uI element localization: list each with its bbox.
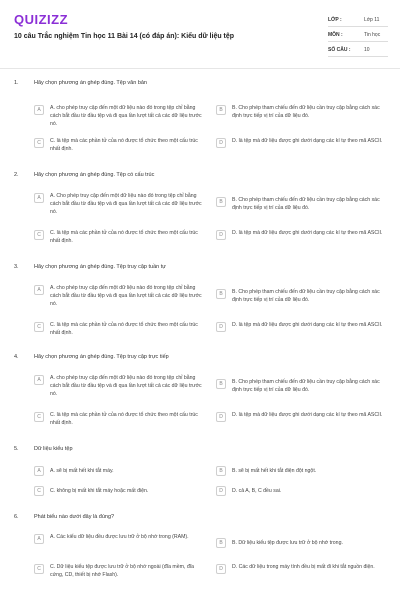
option-text: D. là tệp mà dữ liệu được ghi dưới dạng các kí tự theo mã ASCII. [232, 230, 383, 236]
meta-divider [328, 26, 388, 27]
document-title: 10 câu Trắc nghiệm Tin học 11 Bài 14 (có đáp án): Kiểu dữ liệu tệp [14, 33, 235, 40]
option-text: A. sẽ bị mất hết khi tắt máy. [50, 468, 114, 474]
question-number: 4. [14, 354, 19, 360]
meta-label: MÔN : [328, 32, 343, 38]
question-1 [0, 80, 400, 170]
option-letter-badge: D [216, 564, 226, 574]
option-letter-badge: A [34, 375, 44, 385]
option-letter-badge: D [216, 138, 226, 148]
question-number: 5. [14, 446, 19, 452]
question-text: Hãy chọn phương án ghép đúng. Tệp truy cập tuần tự [34, 264, 166, 270]
option-letter-badge: B [216, 197, 226, 207]
option-text: A. cho phép truy cập đến một dữ liệu nào đó trong tệp chỉ bằng cách bắt đầu từ đầu tệp và đi qua lần lượt tất cả các dữ liệu trước nó. [50, 375, 202, 397]
option-letter-badge: B [216, 105, 226, 115]
meta-divider [328, 41, 388, 42]
option-letter-badge: A [34, 193, 44, 203]
option-text: A. cho phép truy cập đến một dữ liệu nào đó trong tệp chỉ bằng cách bắt đầu từ đầu tệp và đi qua lần lượt tất cả các dữ liệu trước nó. [50, 285, 202, 307]
question-6 [0, 514, 400, 594]
question-number: 3. [14, 264, 19, 270]
option-letter-badge: D [216, 412, 226, 422]
option-letter-badge: A [34, 466, 44, 476]
option-text: B. Cho phép tham chiếu đến dữ liệu cần truy cập bằng cách xác định trực tiếp vị trí của dữ liệu đó. [232, 197, 380, 211]
option-letter-badge: A [34, 285, 44, 295]
option-text: D. cả A, B, C đều sai. [232, 488, 282, 494]
option-text: D. là tệp mà dữ liệu được ghi dưới dạng các kí tự theo mã ASCII. [232, 322, 383, 328]
option-text: C. là tệp mà các phần tử của nó được tổ chức theo một cấu trúc nhất định. [50, 322, 198, 336]
option-text: B. Cho phép tham chiếu đến dữ liệu cần truy cập bằng cách xác định trực tiếp vị trí của dữ liệu đó. [232, 289, 380, 303]
option-text: C. không bị mất khi tắt máy hoặc mất điện. [50, 488, 149, 494]
question-number: 1. [14, 80, 19, 86]
option-text: B. sẽ bị mất hết khi tắt điện đột ngột. [232, 468, 317, 474]
meta-value: Tin học [364, 32, 381, 38]
document-header [0, 0, 400, 68]
meta-value: Lớp 11 [364, 17, 380, 23]
question-text: Dữ liệu kiểu tệp [34, 446, 73, 452]
question-number: 2. [14, 172, 19, 178]
option-letter-badge: D [216, 230, 226, 240]
option-text: B. Cho phép tham chiếu đến dữ liệu cần truy cập bằng cách xác định trực tiếp vị trí của dữ liệu đó. [232, 379, 380, 393]
option-letter-badge: B [216, 466, 226, 476]
question-text: Phát biểu nào dưới đây là đúng? [34, 514, 115, 520]
option-letter-badge: C [34, 412, 44, 422]
option-text: C. là tệp mà các phần tử của nó được tổ chức theo một cấu trúc nhất định. [50, 230, 198, 244]
option-letter-badge: C [34, 322, 44, 332]
option-letter-badge: B [216, 379, 226, 389]
option-letter-badge: A [34, 105, 44, 115]
meta-value: 10 [364, 47, 370, 53]
option-text: C. Dữ liệu kiểu tệp được lưu trữ ở bộ nhớ ngoài (đĩa mềm, đĩa cứng, CD, thiết bị nhớ Flash). [50, 564, 195, 578]
option-letter-badge: D [216, 322, 226, 332]
question-5 [0, 446, 400, 506]
question-2 [0, 172, 400, 262]
header-divider [0, 68, 400, 69]
option-text: A. cho phép truy cập đến một dữ liệu nào đó trong tệp chỉ bằng cách bắt đầu từ đầu tệp và đi qua lần lượt tất cả các dữ liệu trước nó. [50, 105, 202, 127]
option-letter-badge: C [34, 138, 44, 148]
option-text: B. Cho phép tham chiếu đến dữ liệu cần truy cập bằng cách xác định trực tiếp vị trí của dữ liệu đó. [232, 105, 380, 119]
option-text: A. Cho phép truy cập đến một dữ liệu nào đó trong tệp chỉ bằng cách bắt đầu từ đầu tệp và đi qua lần lượt tất cả các dữ liệu trước nó. [50, 193, 202, 215]
meta-label: SỐ CÂU : [328, 47, 351, 53]
option-text: A. Các kiểu dữ liệu đều được lưu trữ ở bộ nhớ trong (RAM). [50, 534, 189, 540]
option-text: D. là tệp mà dữ liệu được ghi dưới dạng các kí tự theo mã ASCII. [232, 138, 383, 144]
question-number: 6. [14, 514, 19, 520]
option-letter-badge: B [216, 289, 226, 299]
question-text: Hãy chọn phương án ghép đúng. Tệp truy cập trực tiếp [34, 354, 169, 360]
question-3 [0, 264, 400, 354]
option-text: C. là tệp mà các phần tử của nó được tổ chức theo một cấu trúc nhất định. [50, 412, 198, 426]
option-letter-badge: A [34, 534, 44, 544]
option-letter-badge: C [34, 230, 44, 240]
option-letter-badge: B [216, 538, 226, 548]
option-text: D. là tệp mà dữ liệu được ghi dưới dạng các kí tự theo mã ASCII. [232, 412, 383, 418]
question-text: Hãy chọn phương án ghép đúng. Tệp có cấu trúc [34, 172, 155, 178]
option-text: C. là tệp mà các phần tử của nó được tổ chức theo một cấu trúc nhất định. [50, 138, 198, 152]
quizizz-logo: QUIZIZZ [14, 12, 69, 27]
question-4 [0, 354, 400, 444]
meta-label: LỚP : [328, 17, 342, 23]
option-letter-badge: C [34, 486, 44, 496]
option-text: B. Dữ liệu kiểu tệp được lưu trữ ở bộ nhớ trong. [232, 540, 343, 546]
question-text: Hãy chọn phương án ghép đúng. Tệp văn bản [34, 80, 147, 86]
meta-divider [328, 56, 388, 57]
option-text: D. Các dữ liệu trong máy tính đều bị mất đi khi tắt nguồn điện. [232, 564, 375, 570]
option-letter-badge: C [34, 564, 44, 574]
option-letter-badge: D [216, 486, 226, 496]
